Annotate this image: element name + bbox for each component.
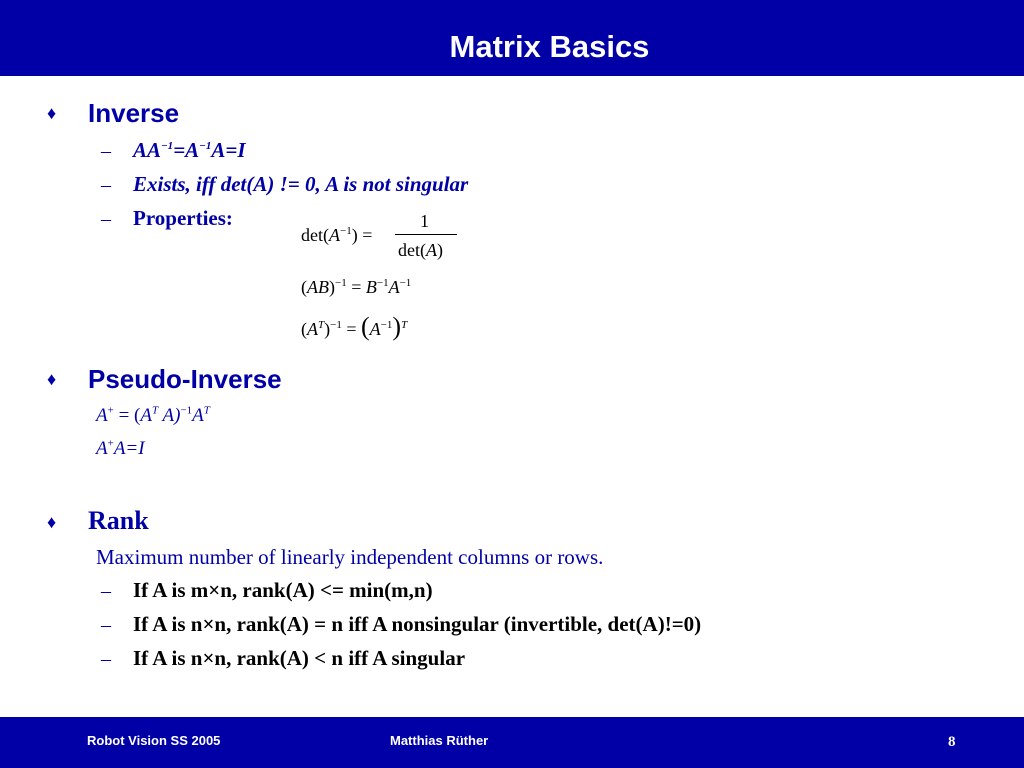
det-fraction-numerator: 1 xyxy=(420,211,429,231)
dash-bullet-icon: – xyxy=(101,614,111,636)
dash-bullet-icon: – xyxy=(101,648,111,670)
dash-bullet-icon: – xyxy=(101,208,111,230)
det-inverse-lhs: $\det(A^{-1})$ = xyxy=(301,225,373,245)
rank-item: If A is m×n, rank(A) <= min(m,n) xyxy=(133,578,433,602)
diamond-bullet-icon: ♦ xyxy=(47,103,57,123)
rank-heading: Rank xyxy=(88,506,149,535)
rank-description: Maximum number of linearly independent columns or rows. xyxy=(96,545,604,569)
slide-title: Matrix Basics xyxy=(449,29,650,64)
rank-item: If A is n×n, rank(A) < n iff A singular xyxy=(133,646,466,670)
dash-bullet-icon: – xyxy=(101,580,111,602)
inverse-existence: Exists, iff det(A) != 0, A is not singular xyxy=(133,172,469,196)
page-number: 8 xyxy=(948,734,956,750)
inverse-properties-label: Properties: xyxy=(133,206,233,230)
diamond-bullet-icon: ♦ xyxy=(47,369,57,389)
transpose-inverse-equation: $(A^T)^{-1} = (A^{-1})^T$ xyxy=(301,312,408,341)
footer-author: Matthias Rüther xyxy=(390,733,489,748)
pseudo-inverse-identity: A+A=I xyxy=(96,437,145,459)
dash-bullet-icon: – xyxy=(101,140,111,162)
dash-bullet-icon: – xyxy=(101,174,111,196)
inverse-identity: $AA^{-1}=A^{-1}A=I$ xyxy=(133,138,246,162)
rank-item: If A is n×n, rank(A) = n iff A nonsingular (invertible, det(A)!=0) xyxy=(133,612,702,636)
footer-course: Robot Vision SS 2005 xyxy=(87,733,221,748)
pseudo-inverse-heading: Pseudo-Inverse xyxy=(88,364,282,394)
inverse-heading: Inverse xyxy=(88,98,180,128)
pseudo-inverse-formula: $A^+ = (A^T$ $A)^{-1}A^T$ xyxy=(96,404,210,426)
fraction-bar xyxy=(395,234,457,235)
diamond-bullet-icon: ♦ xyxy=(47,512,57,532)
det-fraction-denominator: det(A) xyxy=(398,240,443,260)
product-inverse-equation: $(AB)^{-1} = B^{-1}A^{-1}$ xyxy=(301,277,412,297)
